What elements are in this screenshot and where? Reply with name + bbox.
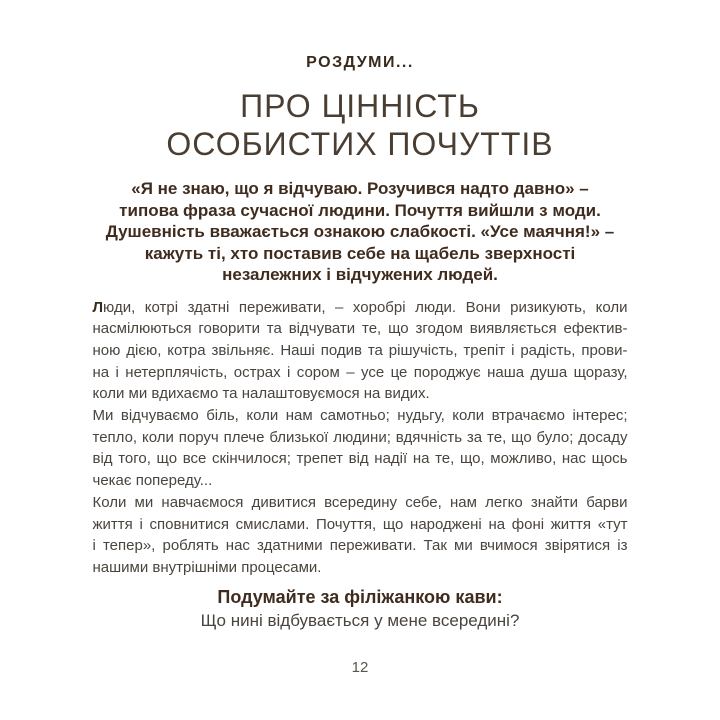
page-number: 12 [351, 658, 369, 676]
body-line: чекає попереду... [92, 472, 213, 490]
body-line: Люди, котрі здатні переживати, – хоробрі люди. Вони ризикують, коли [92, 298, 628, 316]
body-line: тепло, коли поруч плече близької людини; вдячність за те, що було; досаду [92, 428, 628, 446]
lead-paragraph [93, 178, 628, 286]
body-line: Ми відчуваємо біль, коли нам самотньо; нудьгу, коли втрачаємо інтерес; [92, 407, 628, 425]
page-content [93, 54, 628, 676]
section-kicker: РОЗДУМИ... [306, 54, 414, 71]
body-line: ною дією, котра звільняє. Наші подив та рішучість, трепіт і радість, прови- [92, 341, 628, 359]
body-line: насмілюються говорити та відчувати те, що згодом виявляється ефектив- [92, 320, 628, 338]
lead-line: типова фраза сучасної людини. Почуття вийшли з моди. [119, 200, 601, 220]
coffee-prompt: Подумайте за філіжанкою кави: [217, 586, 503, 607]
chapter-title-line-2: ОСОБИСТИХ ПОЧУТТІВ [166, 126, 554, 162]
reflection-question: Що нині відбувається у мене всередині? [200, 610, 520, 630]
chapter-title [93, 87, 628, 163]
body-line: життя і сповнитися смислами. Почуття, що народжені на фоні життя «тут [92, 515, 628, 533]
lead-line: «Я не знаю, що я відчуваю. Розучився надто давно» – [131, 179, 589, 198]
body-line: нашими внутрішніми процесами. [92, 558, 322, 576]
chapter-title-line-1: ПРО ЦІННІСТЬ [240, 88, 480, 124]
paragraph [93, 297, 628, 406]
body-line: коли ми вдихаємо та налаштовуємося на видих. [92, 385, 430, 403]
lead-line: кажуть ті, хто поставив себе на щабель зверхності [144, 243, 576, 263]
body-line: на і нетерплячість, острах і сором – усе це породжує наша душа щоразу, [92, 363, 628, 381]
paragraph [93, 405, 628, 492]
bold-first-letter: Л [92, 298, 104, 316]
body-line: від того, що все скінчилося; трепет від надії на те, що, можливо, нас щось [92, 450, 628, 468]
paragraph [93, 492, 628, 579]
lead-line: Душевність вважається ознакою слабкості. «Усе маячня!» – [105, 222, 615, 241]
body-line: і тепер», роблять нас здатними переживати. Так ми вчимося звірятися із [92, 537, 628, 555]
body-line: Коли ми навчаємося дивитися всередину себе, нам легко знайти барви [92, 493, 628, 511]
body-text [93, 297, 628, 579]
lead-line: незалежних і відчужених людей. [222, 265, 498, 284]
